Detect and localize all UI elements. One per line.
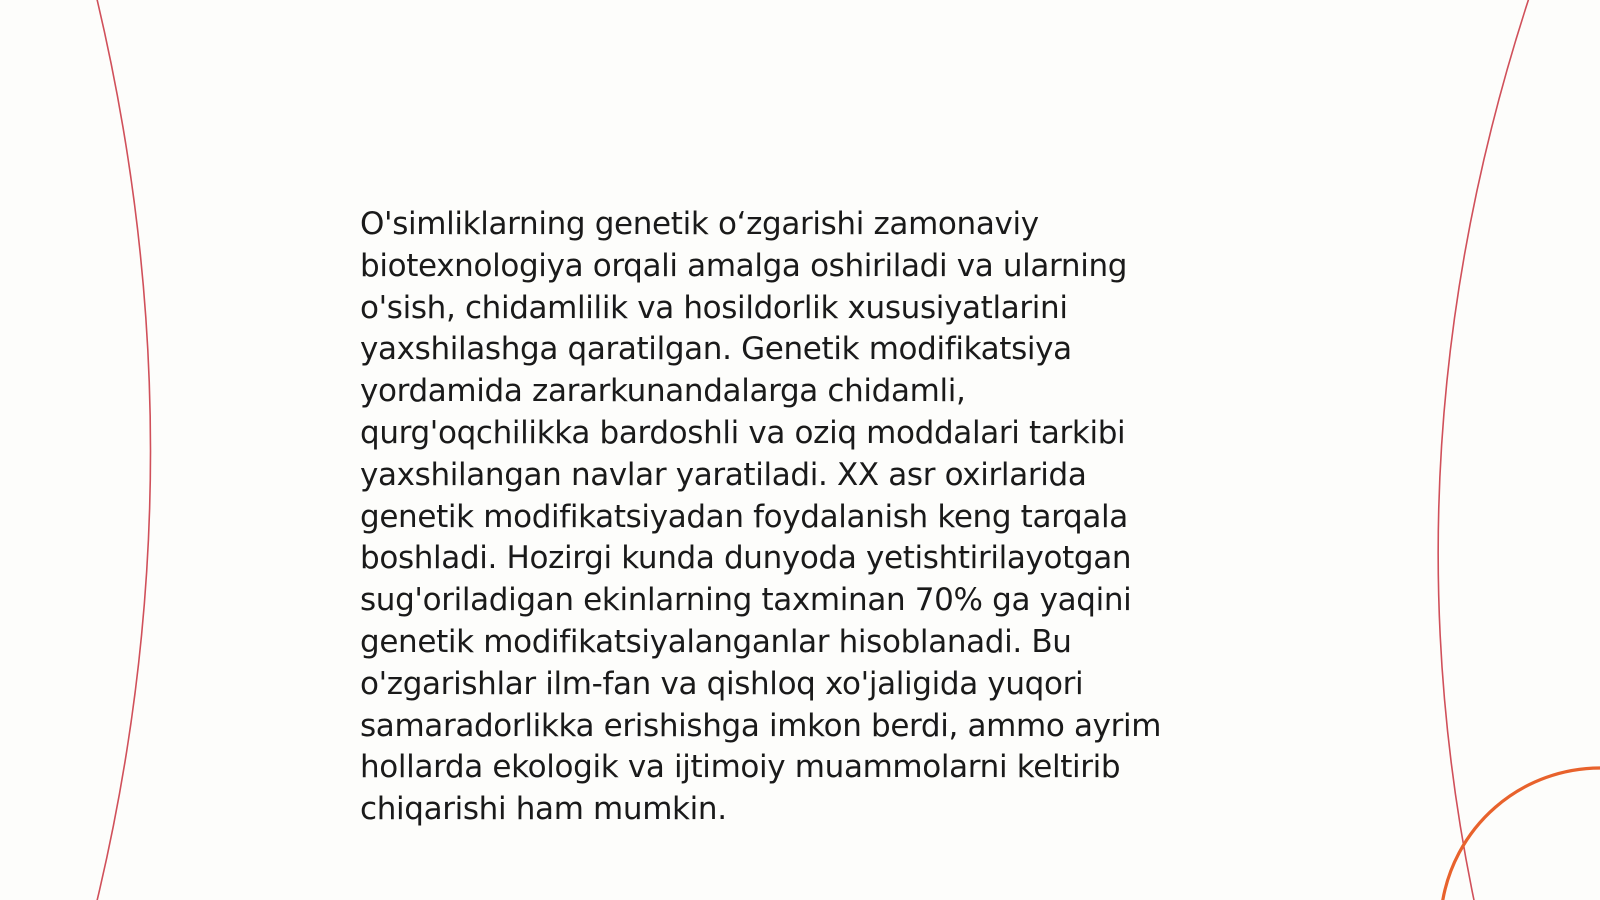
accent-arc bbox=[1442, 768, 1600, 900]
right-curve-line bbox=[1438, 0, 1530, 900]
body-paragraph: O'simliklarning genetik oʻzgarishi zamonaviy biotexnologiya orqali amalga oshiriladi va ularning o'sish, chidamlilik va hosildorlik xususiyatlarini yaxshilashga qaratilgan. Genetik modifikatsiya yordamida zararkunandalarga chidamli, qurg'oqchilikka bardoshli va oziq moddalari tarkibi yaxshilangan navlar yaratiladi. XX asr oxirlarida genetik modifikatsiyadan foydalanish keng tarqala boshladi. Hozirgi kunda dunyoda yetishtirilayotgan sug'oriladigan ekinlarning taxminan 70% ga yaqini genetik modifikatsiyalanganlar hisoblanadi. Bu o'zgarishlar ilm-fan va qishloq xo'jaligida yuqori samaradorlikka erishishga imkon berdi, ammo ayrim hollarda ekologik va ijtimoiy muammolarni keltirib chiqarishi ham mumkin. bbox=[360, 206, 1162, 828]
left-curve-line bbox=[96, 0, 151, 900]
